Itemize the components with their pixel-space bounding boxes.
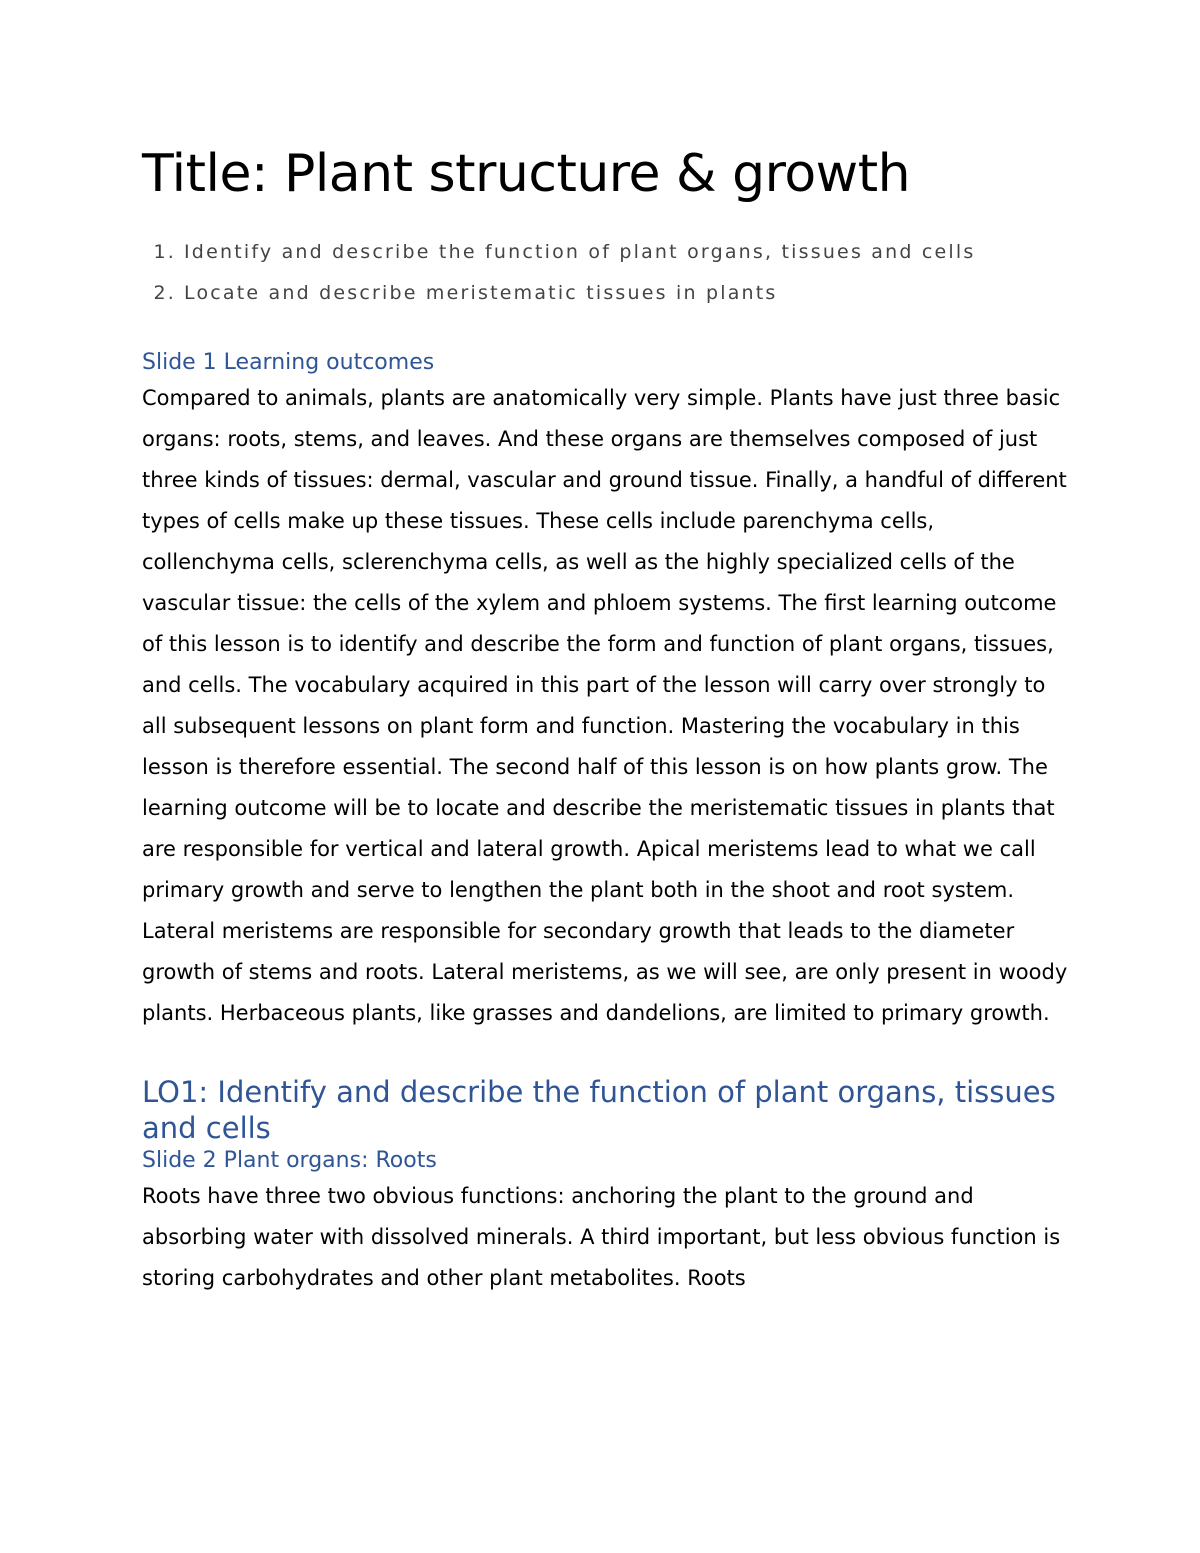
learning-objectives-list [142,232,1072,314]
objective-item-1 [142,232,1072,273]
objective-text: Locate and describe meristematic tissues in plants [184,282,778,304]
slide2-paragraph: Roots have three two obvious functions: anchoring the plant to the ground and absorbing water with dissolved minerals. A third important, but less obvious function is storing carbohydrates and other plant metabolites. Roots [142,1184,1061,1290]
slide1-paragraph: Compared to animals, plants are anatomically very simple. Plants have just three basic organs: roots, stems, and leaves. And these organs are themselves composed of just three kinds of tissues: dermal, vascular and ground tissue. Finally, a handful of different types of cells make up these tissues. These cells include parenchyma cells, collenchyma cells, sclerenchyma cells, as well as the highly specialized cells of the vascular tissue: the cells of the xylem and phloem systems. The first learning outcome of this lesson is to identify and describe the form and function of plant organs, tissues, and cells. The vocabulary acquired in this part of the lesson will carry over strongly to all subsequent lessons on plant form and function. Mastering the vocabulary in this lesson is therefore essential. The second half of this lesson is on how plants grow. The learning outcome will be to locate and describe the meristematic tissues in plants that are responsible for vertical and lateral growth. Apical meristems lead to what we call primary growth and serve to lengthen the plant both in the shoot and root system. Lateral meristems are responsible for secondary growth that leads to the diameter growth of stems and roots. Lateral meristems, as we will see, are only present in woody plants. Herbaceous plants, like grasses and dandelions, are limited to primary growth. [142,386,1068,1025]
document-title: Title: Plant structure & growth [142,144,911,204]
objective-text: Identify and describe the function of plant organs, tissues and cells [184,241,976,263]
objective-number: 2. [153,282,176,304]
slide1-heading: Slide 1 Learning outcomes [142,350,435,375]
slide2-heading: Slide 2 Plant organs: Roots [142,1148,437,1173]
objective-number: 1. [153,241,176,263]
objective-item-2 [142,273,1072,314]
lo1-heading: LO1: Identify and describe the function of plant organs, tissues and cells [142,1075,1056,1145]
document-page [142,138,1072,1299]
